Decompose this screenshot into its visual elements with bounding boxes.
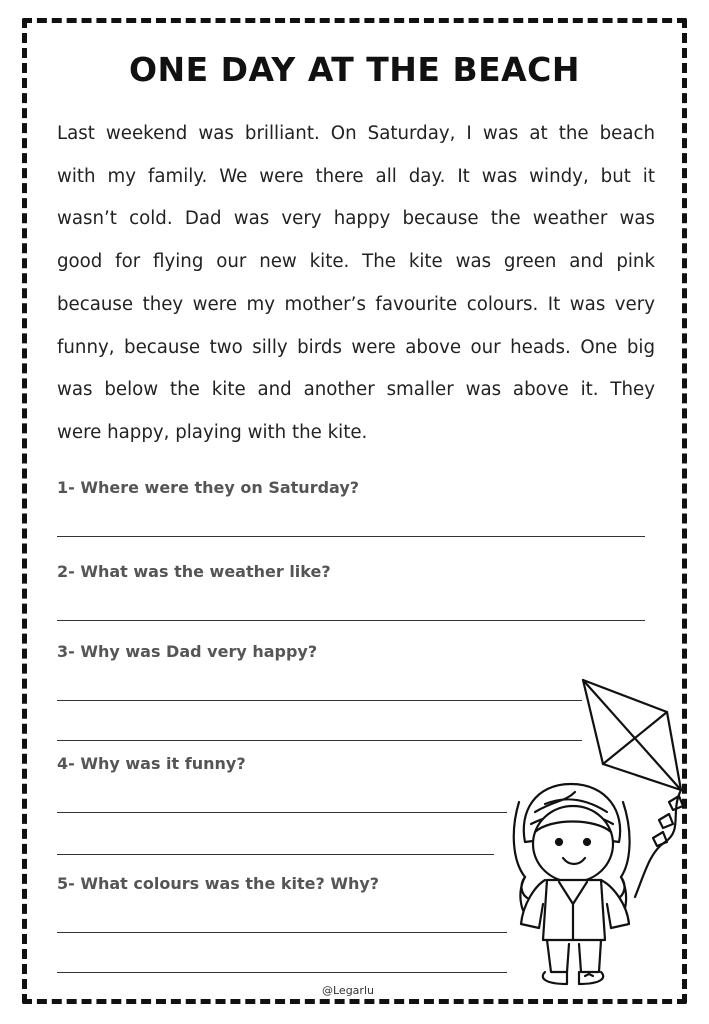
question-1: 1- Where were they on Saturday? [57, 478, 360, 497]
answer-line-4b[interactable] [57, 854, 494, 855]
question-3: 3- Why was Dad very happy? [57, 642, 318, 661]
story-line: funny, because two silly birds were above our heads. One big [57, 336, 655, 358]
question-5: 5- What colours was the kite? Why? [57, 874, 380, 893]
answer-line-2a[interactable] [57, 620, 645, 621]
story-line: good for flying our new kite. The kite was green and pink [57, 251, 655, 273]
answer-line-5b[interactable] [57, 972, 507, 973]
story-paragraph [57, 113, 655, 455]
answer-line-1[interactable] [57, 536, 645, 537]
story-line: because they were my mother’s favourite colours. It was very [57, 293, 655, 315]
page-title: ONE DAY AT THE BEACH [128, 50, 581, 89]
story-line: wasn’t cold. Dad was very happy because the weather was [57, 208, 655, 230]
girl-face [533, 806, 613, 882]
story-line: with my family. We were there all day. It was windy, but it [57, 165, 655, 187]
credit-text: @Legarlu [322, 984, 374, 997]
question-4: 4- Why was it funny? [57, 754, 246, 773]
question-2: 2- What was the weather like? [57, 562, 331, 581]
answer-line-5a[interactable] [57, 932, 507, 933]
story-line: Last weekend was brilliant. On Saturday, I was at the beach [57, 123, 655, 144]
answer-line-4a[interactable] [57, 812, 507, 813]
story-line: were happy, playing with the kite. [57, 421, 368, 443]
girl-body [521, 880, 629, 984]
story-line: was below the kite and another smaller was above it. They [57, 379, 655, 401]
girl-with-kite-illustration [495, 672, 695, 992]
